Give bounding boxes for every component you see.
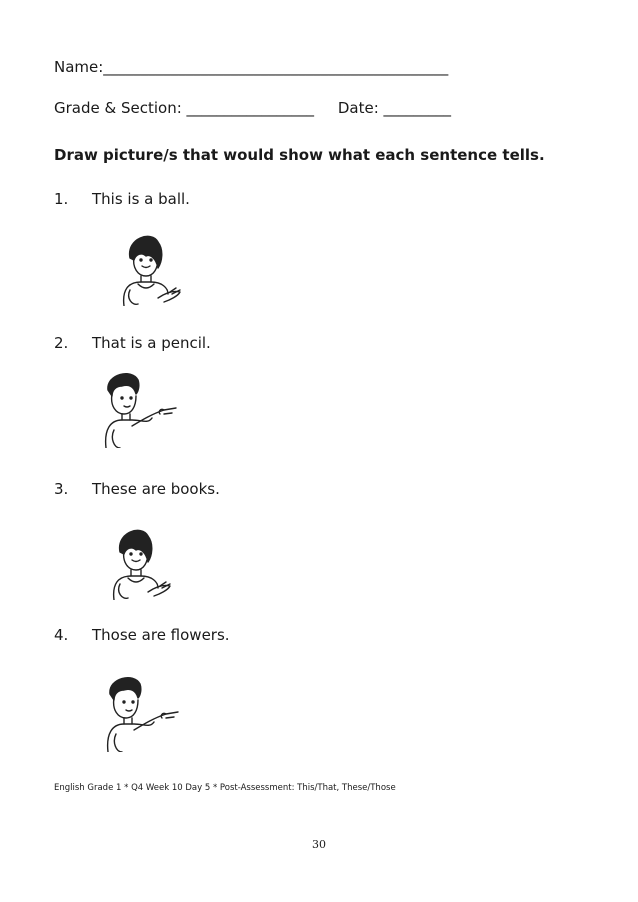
- boy-pointing-away-icon: [98, 368, 180, 448]
- page-number: 30: [312, 838, 326, 851]
- girl-presenting-palm-up-icon: [108, 228, 184, 306]
- item-number: 2.: [54, 334, 69, 352]
- boy-pointing-away-icon: [100, 672, 182, 752]
- item-number: 3.: [54, 480, 69, 498]
- girl-presenting-palm-up-icon: [98, 522, 174, 600]
- item-sentence: That is a pencil.: [92, 334, 211, 352]
- footer-text: English Grade 1 * Q4 Week 10 Day 5 * Post-Assessment: This/That, These/Those: [54, 783, 396, 793]
- item-number: 1.: [54, 190, 69, 208]
- item-number: 4.: [54, 626, 69, 644]
- name-field-line[interactable]: Name:______________________________________________: [54, 58, 449, 76]
- item-sentence: This is a ball.: [92, 190, 190, 208]
- item-sentence: Those are flowers.: [92, 626, 230, 644]
- item-sentence: These are books.: [92, 480, 220, 498]
- grade-section-date-line[interactable]: Grade & Section: _________________ Date: _________: [54, 99, 452, 117]
- instruction-text: Draw picture/s that would show what each sentence tells.: [54, 146, 545, 164]
